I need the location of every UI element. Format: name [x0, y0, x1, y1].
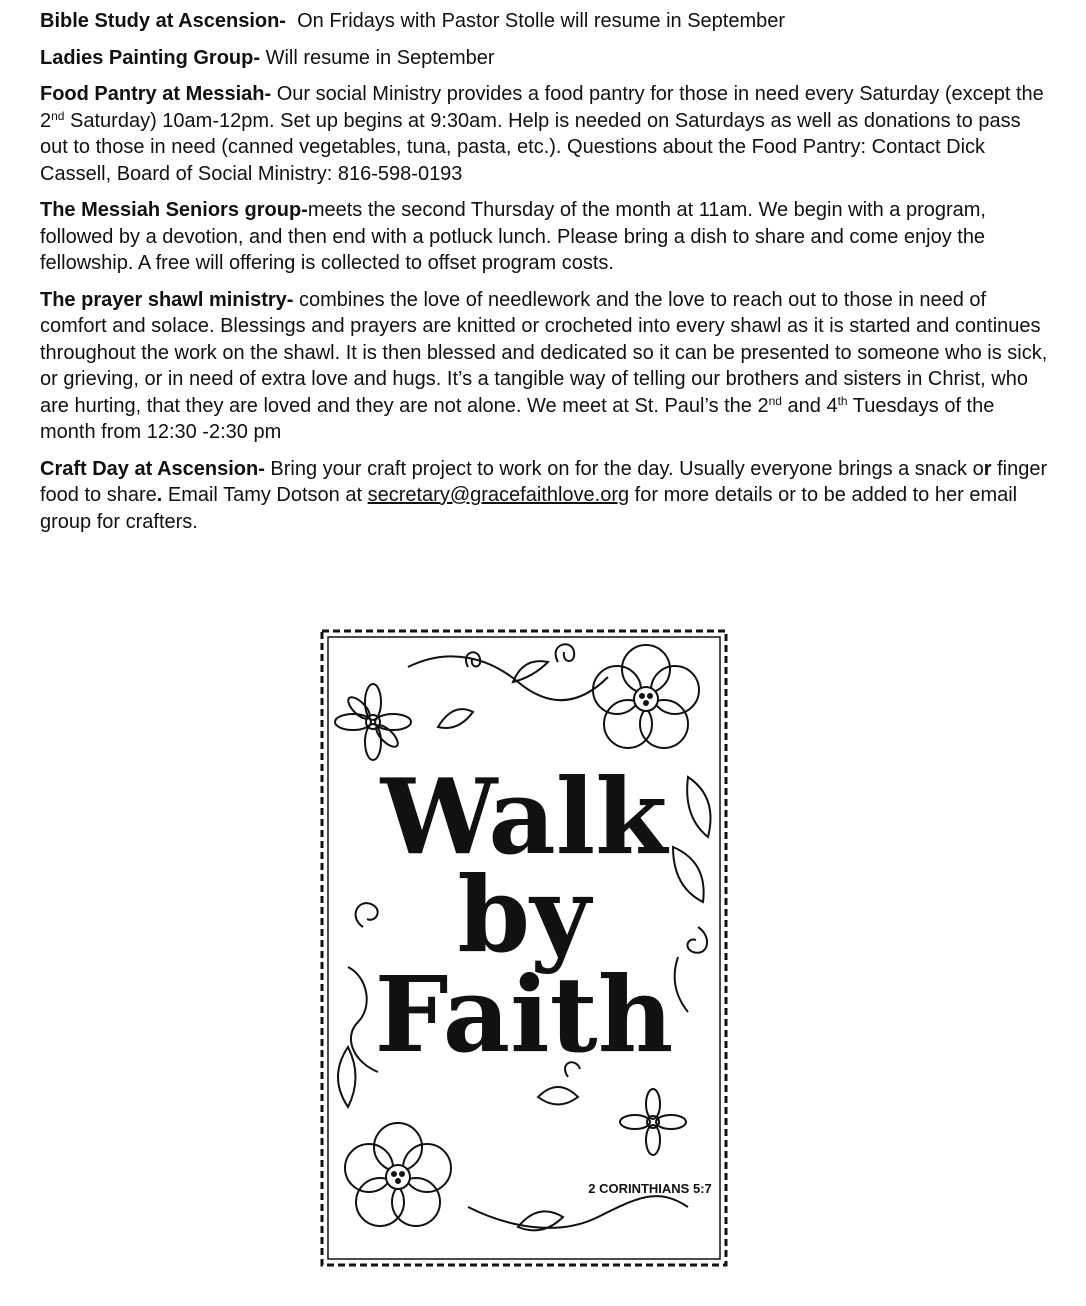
entry-body: Email Tamy Dotson at [162, 484, 368, 506]
bible-study-entry [40, 8, 1050, 35]
entry-body: for more details or to be added to her email group for crafters. [40, 484, 1018, 533]
painting-group-entry [40, 45, 1050, 72]
entry-body: On Fridays with Pastor Stolle will resume in September [285, 10, 786, 32]
entry-body: and 4 [781, 394, 838, 417]
entry-title: Ladies Painting Group- [40, 46, 261, 69]
walk-by-faith-artwork [318, 627, 730, 1269]
flower-icon [335, 684, 411, 760]
flower-icon [620, 1089, 686, 1155]
flower-icon [345, 1123, 451, 1226]
ordinal-suffix: th [837, 393, 848, 408]
entry-body: Will resume in September [260, 46, 495, 69]
stamp-illustration [318, 627, 730, 1269]
entry-title: The prayer shawl ministry- [40, 288, 294, 311]
entry-bold-period: . [156, 484, 163, 506]
email-link[interactable]: secretary@gracefaithlove.org [367, 484, 630, 506]
prayer-shawl-entry [40, 287, 1050, 446]
entry-title: Craft Day at Ascension- [40, 457, 265, 480]
entry-body: combines the love of needlework and the love to reach out to those in need of comfort and solace. Blessings and prayers are knitted or crocheted into every shawl as it is started and continues throughout the work on the shawl. It is then blessed and dedicated so it can be presented to someone who is sick, or grieving, or in need of extra love and hugs. It’s a tangible way of telling our brothers and sisters in Christ, who are hurting, that they are loved and they are not alone. We meet at St. Paul’s the 2 [40, 288, 1048, 417]
ordinal-suffix: nd [768, 393, 782, 408]
ordinal-suffix: nd [51, 108, 65, 123]
entry-body: Tuesdays of the month from 12:30 -2:30 pm [40, 394, 995, 443]
entry-body: finger food to share [40, 457, 1048, 506]
entry-body: Our social Ministry provides a food pantry for those in need every Saturday (except the 2 [40, 83, 1044, 132]
seniors-group-entry [40, 197, 1050, 277]
craft-day-entry [40, 456, 1050, 536]
food-pantry-entry [40, 81, 1050, 187]
entry-title: The Messiah Seniors group- [40, 199, 308, 221]
entry-body: Bring your craft project to work on for the day. Usually everyone brings a snack o [264, 457, 984, 480]
bulletin-page [40, 8, 1050, 545]
artwork-title-word: Faith [374, 953, 674, 1076]
entry-title: Food Pantry at Messiah- [40, 83, 272, 105]
flower-icon [593, 645, 699, 748]
artwork-title-word: Walk [380, 755, 668, 878]
entry-title: Bible Study at Ascension- [40, 10, 286, 32]
entry-body: Saturday) 10am-12pm. Set up begins at 9:30am. Help is needed on Saturdays as well as donations to pass out to those in need (canned vegetables, tuna, pasta, etc.). Questions about the Food Pantry: Contact Dick Cassell, Board of Social Ministry: 816-598-0193 [40, 109, 1021, 185]
entry-body: meets the second Thursday of the month at 11am. We begin with a program, followed by a devotion, and then end with a potluck lunch. Please bring a dish to share and come enjoy the fellowship. A free will offering is collected to offset program costs. [40, 199, 986, 274]
artwork-title-word: by [457, 853, 591, 976]
scripture-reference: 2 CORINTHIANS 5:7 [588, 1181, 712, 1196]
entry-bold-letter: r [983, 457, 992, 480]
